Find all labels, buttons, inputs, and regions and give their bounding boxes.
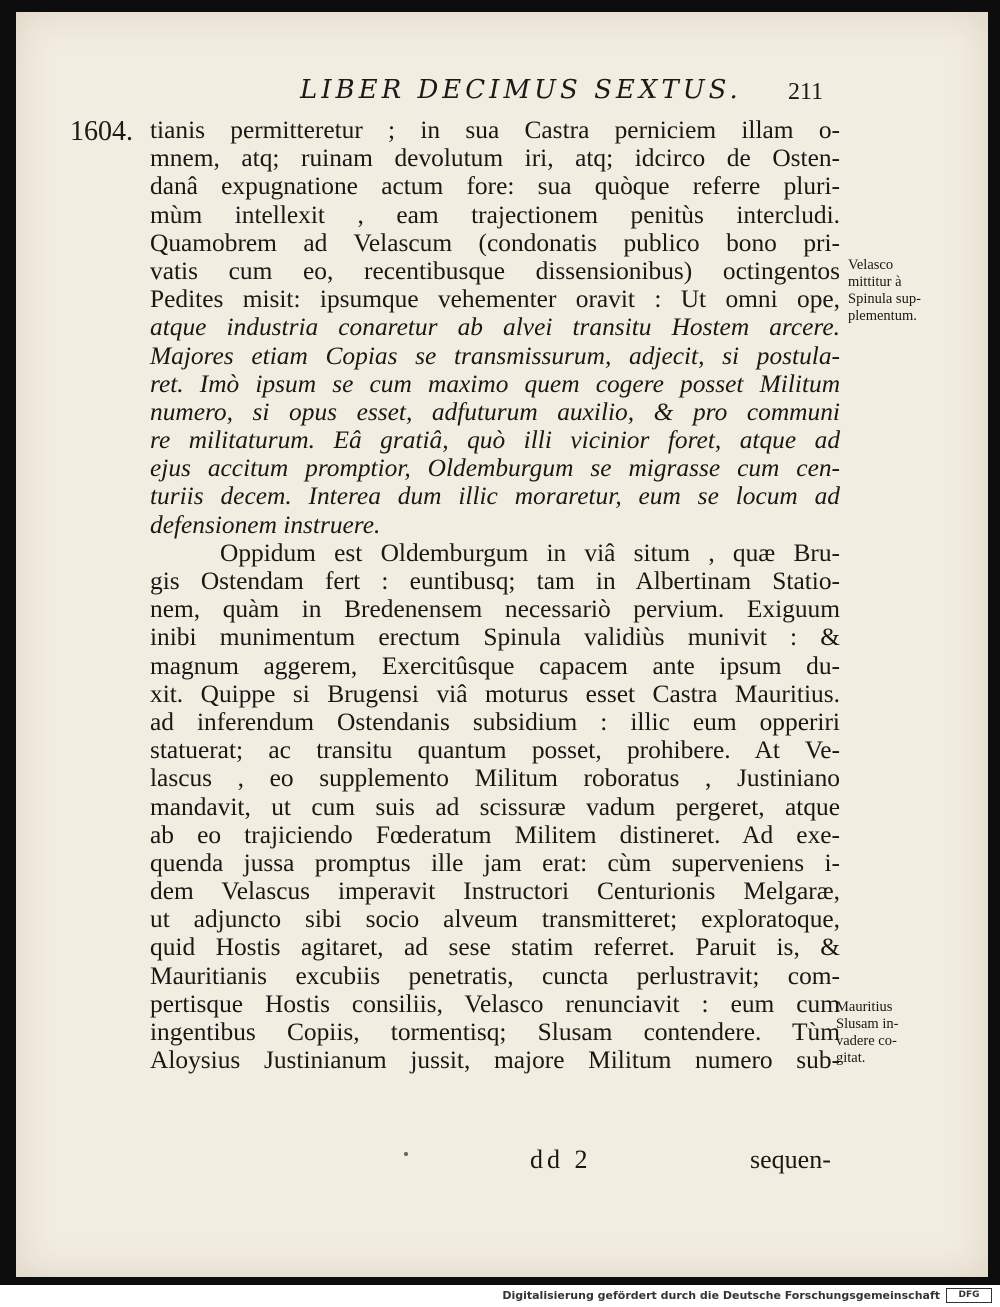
text-line: dem Velascus imperavit Instructori Centurionis Melgaræ, (150, 877, 840, 906)
margin-note-line: gitat. (836, 1050, 866, 1066)
text-line: atque industria conaretur ab alvei transitu Hostem arcere. (150, 313, 840, 342)
dfg-logo: DFG (946, 1288, 992, 1303)
text-line: tianis permitteretur ; in sua Castra perniciem illam o- (150, 116, 840, 144)
margin-note-line: Slusam in- (836, 1016, 899, 1032)
text-line: mùm intellexit , eam trajectionem penitùs intercludi. (150, 200, 841, 229)
text-line: lascus , eo supplemento Militum roboratus , Justiniano (150, 764, 840, 793)
book-page (16, 12, 988, 1277)
text-line: defensionem instruere. (150, 510, 381, 539)
text-line: Aloysius Justinianum jussit, majore Militum numero sub- (150, 1046, 841, 1075)
text-line: ejus accitum promptior, Oldemburgum se migrasse cum cen- (150, 454, 840, 483)
text-line: ab eo trajiciendo Fœderatum Militem distineret. Ad exe- (150, 820, 841, 849)
margin-note-line: plementum. (848, 308, 917, 324)
footer-bar (0, 1285, 1000, 1307)
body-text (150, 116, 840, 1074)
text-line: numero, si opus esset, adfuturum auxilio, & pro communi (150, 397, 840, 426)
text-line: mandavit, ut cum suis ad scissuræ vadum pergeret, atque (150, 792, 840, 821)
text-line: mnem, atq; ruinam devolutum iri, atq; idcirco de Osten- (150, 144, 841, 173)
funding-credit: Digitalisierung gefördert durch die Deutsche Forschungsgemeinschaft (502, 1289, 940, 1302)
paper-speck (404, 1152, 408, 1156)
running-head: LIBER DECIMUS SEXTUS. (300, 75, 742, 105)
text-line: magnum aggerem, Exercitûsque capacem ante ipsum du- (150, 651, 840, 680)
page-number: 211 (788, 79, 824, 105)
text-line: xit. Quippe si Brugensi viâ moturus esset Castra Mauritius. (150, 679, 840, 708)
text-line: ingentibus Copiis, tormentisq; Slusam contendere. Tùm (150, 1018, 840, 1046)
text-line: danâ expugnatione actum fore: sua quòque referre pluri- (150, 172, 840, 201)
text-line: Quamobrem ad Velascum (condonatis publico bono pri- (150, 228, 840, 257)
text-line: pertisque Hostis consiliis, Velasco renunciavit : eum cum (150, 989, 840, 1018)
text-line: vatis cum eo, recentibusque dissensionibus) octingentos (150, 256, 840, 285)
year-marginal: 1604. (70, 116, 133, 147)
catchword: sequen- (750, 1145, 831, 1174)
margin-note-line: Mauritius (836, 999, 893, 1015)
margin-note-line: vadere co- (836, 1033, 897, 1049)
text-line: gis Ostendam fert : euntibusq; tam in Albertinam Statio- (150, 567, 841, 595)
margin-note-line: Velasco (848, 257, 894, 273)
margin-note-mauritius (836, 999, 898, 1067)
text-line: turiis decem. Interea dum illic moraretur, eum se locum ad (150, 482, 840, 511)
text-line: ret. Imò ipsum se cum maximo quem cogere posset Militum (150, 369, 841, 398)
text-line: ad inferendum Ostendanis subsidium : illic eum opperiri (150, 707, 840, 736)
text-line: ut adjuncto sibi socio alveum transmitteret; exploratoque, (150, 905, 841, 934)
text-line: nem, quàm in Bredenensem necessariò pervium. Exiguum (150, 595, 840, 624)
margin-note-velasco (848, 257, 921, 325)
text-line: Mauritianis excubiis penetratis, cuncta perlustravit; com- (150, 961, 840, 990)
text-line: Majores etiam Copias se transmissurum, adjecit, si postula- (150, 341, 841, 370)
text-line: quenda jussa promptus ille jam erat: cùm superveniens i- (150, 848, 840, 877)
text-line: inibi munimentum erectum Spinula validiùs munivit : & (150, 623, 840, 652)
text-line: re militaturum. Eâ gratiâ, quò illi vicinior foret, atque ad (150, 426, 841, 455)
text-line: Pedites misit: ipsumque vehementer oravit : Ut omni ope, (150, 285, 841, 314)
text-line: statuerat; ac transitu quantum posset, prohibere. At Ve- (150, 736, 840, 765)
text-line: quid Hostis agitaret, ad sese statim referret. Paruit is, & (150, 933, 841, 962)
text-line: Oppidum est Oldemburgum in viâ situm , quæ Bru- (220, 538, 840, 567)
margin-note-line: mittitur à (848, 274, 902, 290)
signature-mark: dd 2 (530, 1145, 592, 1174)
margin-note-line: Spinula sup- (848, 291, 921, 307)
